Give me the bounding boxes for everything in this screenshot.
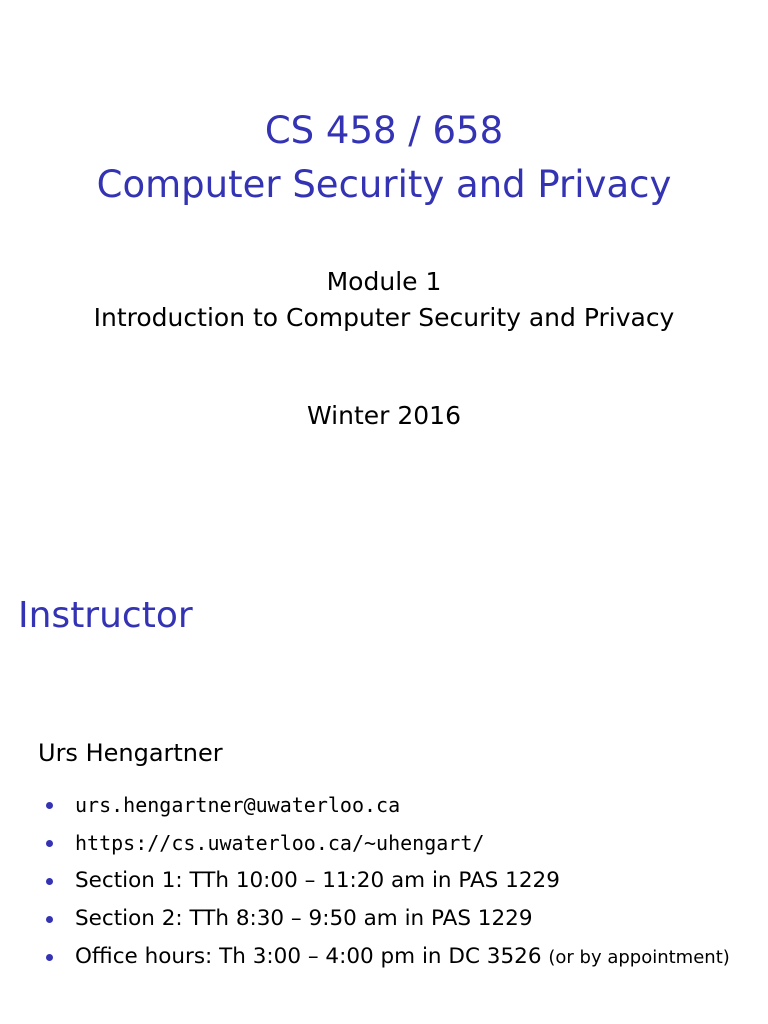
bullet-icon: [46, 840, 53, 847]
module-label: Module 1: [326, 267, 442, 296]
office-hours-note: (or by appointment): [548, 947, 730, 968]
list-item-section-2: [38, 900, 758, 938]
bullet-icon: [46, 802, 53, 809]
website-link[interactable]: https://cs.uwaterloo.ca/~uhengart/: [75, 831, 485, 855]
list-item-section-1: [38, 862, 758, 900]
section-1-text: Section 1: TTh 10:00 – 11:20 am in PAS 1229: [75, 868, 560, 893]
list-item-website: [38, 824, 758, 862]
course-title: [0, 104, 768, 212]
module-block: [0, 264, 768, 336]
list-item-email: [38, 786, 758, 824]
term: Winter 2016: [307, 401, 461, 430]
module-title: Introduction to Computer Security and Privacy: [93, 303, 675, 332]
bullet-icon: [46, 878, 53, 885]
instructor-name: Urs Hengartner: [38, 739, 223, 767]
bullet-icon: [46, 916, 53, 923]
instructor-details-list: [38, 786, 758, 976]
course-number: CS 458 / 658: [264, 109, 504, 152]
email-link[interactable]: urs.hengartner@uwaterloo.ca: [75, 793, 401, 817]
bullet-icon: [46, 954, 53, 961]
instructor-heading: Instructor: [18, 595, 193, 636]
office-hours-text: Office hours: Th 3:00 – 4:00 pm in DC 3526: [75, 944, 542, 969]
course-name: Computer Security and Privacy: [96, 163, 672, 206]
list-item-office-hours: [38, 938, 758, 976]
section-2-text: Section 2: TTh 8:30 – 9:50 am in PAS 1229: [75, 906, 533, 931]
